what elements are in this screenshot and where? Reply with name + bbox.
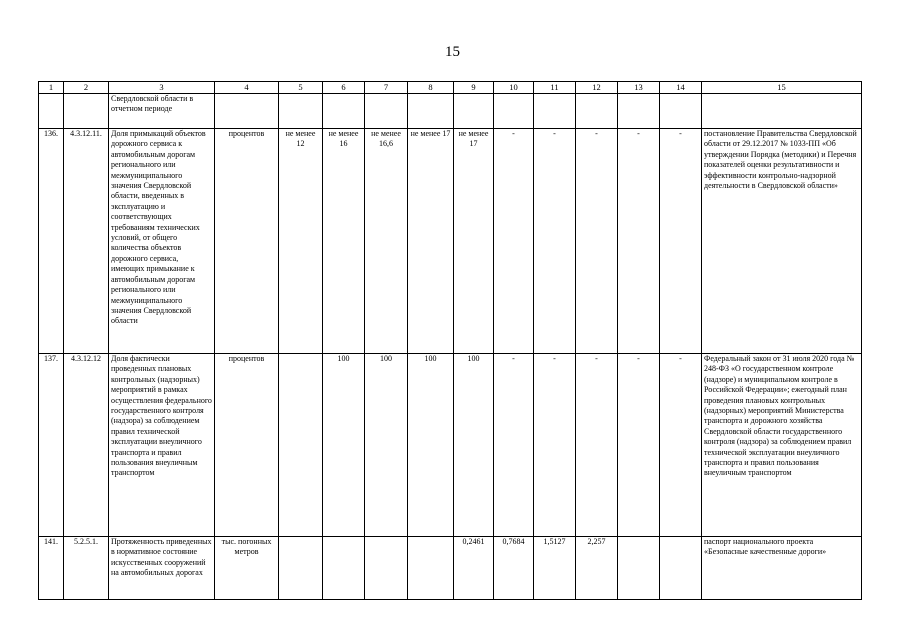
- value-cell: -: [618, 129, 660, 354]
- col-header: 8: [408, 82, 454, 94]
- value-cell: [408, 94, 454, 129]
- col-header: 10: [494, 82, 534, 94]
- legal-basis: постановление Правительства Свердловской области от 29.12.2017 № 1033-ПП «Об утверждении Порядка (методики) и Перечня показателей оценки результативности и эффективности контрольно-надзорной деятельности в Свердловской области»: [702, 129, 862, 354]
- value-cell: 100: [408, 354, 454, 537]
- column-number-row: [39, 82, 862, 94]
- value-cell: [618, 94, 660, 129]
- indicator-name: Доля фактически проведенных плановых контрольных (надзорных) мероприятий в рамках осуществления федерального государственного контроля (надзора) за соблюдением правил технической эксплуатации внеуличного транспорта и правил пользования внеуличным транспортом: [109, 354, 215, 537]
- value-cell: не менее 17: [454, 129, 494, 354]
- row-code: 4.3.12.11.: [64, 129, 109, 354]
- col-header: 4: [215, 82, 279, 94]
- row-number: 137.: [39, 354, 64, 537]
- table-row: [39, 354, 862, 537]
- value-cell: [279, 94, 323, 129]
- col-header: 14: [660, 82, 702, 94]
- col-header: 6: [323, 82, 365, 94]
- col-header: 3: [109, 82, 215, 94]
- value-cell: [618, 537, 660, 600]
- value-cell: [660, 537, 702, 600]
- value-cell: [279, 354, 323, 537]
- table-row: [39, 94, 862, 129]
- value-cell: 100: [454, 354, 494, 537]
- value-cell: [323, 94, 365, 129]
- col-header: 1: [39, 82, 64, 94]
- value-cell: -: [534, 129, 576, 354]
- value-cell: 1,5127: [534, 537, 576, 600]
- value-cell: [454, 94, 494, 129]
- col-header: 7: [365, 82, 408, 94]
- value-cell: не менее 16,6: [365, 129, 408, 354]
- col-header: 11: [534, 82, 576, 94]
- value-cell: -: [618, 354, 660, 537]
- value-cell: -: [494, 129, 534, 354]
- value-cell: [408, 537, 454, 600]
- value-cell: 0,2461: [454, 537, 494, 600]
- value-cell: -: [494, 354, 534, 537]
- value-cell: 0,7684: [494, 537, 534, 600]
- col-header: 5: [279, 82, 323, 94]
- indicator-name: Свердловской области в отчетном периоде: [109, 94, 215, 129]
- col-header: 9: [454, 82, 494, 94]
- col-header: 2: [64, 82, 109, 94]
- value-cell: -: [576, 354, 618, 537]
- table-row: [39, 537, 862, 600]
- row-number: [39, 94, 64, 129]
- value-cell: [365, 94, 408, 129]
- indicator-name: Доля примыкаций объектов дорожного сервиса к автомобильным дорогам регионального или межмуниципального значения Свердловской области, введенных в эксплуатацию и соответствующих требованиям технических условий, от общего количества объектов дорожного сервиса, имеющих примыкание к автомобильным дорогам регионального или межмуниципального значения Свердловской области: [109, 129, 215, 354]
- col-header: 12: [576, 82, 618, 94]
- value-cell: [576, 94, 618, 129]
- value-cell: [279, 537, 323, 600]
- value-cell: [323, 537, 365, 600]
- unit: процентов: [215, 129, 279, 354]
- row-code: 5.2.5.1.: [64, 537, 109, 600]
- unit: тыс. погонных метров: [215, 537, 279, 600]
- value-cell: [660, 94, 702, 129]
- value-cell: -: [576, 129, 618, 354]
- value-cell: не менее 16: [323, 129, 365, 354]
- col-header: 13: [618, 82, 660, 94]
- value-cell: -: [660, 354, 702, 537]
- legal-basis: Федеральный закон от 31 июля 2020 года № 248-ФЗ «О государственном контроле (надзоре) и муниципальном контроле в Российской Федерации»; ежегодный план проведения плановых контрольных (надзорных) мероприятий Министерства транспорта и дорожного хозяйства Свердловской области государственного контроля (надзора) за соблюдением правил технической эксплуатации внеуличного транспорта и правил пользования внеуличным транспортом: [702, 354, 862, 537]
- row-code: 4.3.12.12: [64, 354, 109, 537]
- legal-basis: [702, 94, 862, 129]
- row-number: 136.: [39, 129, 64, 354]
- value-cell: [534, 94, 576, 129]
- value-cell: -: [660, 129, 702, 354]
- table-row: [39, 129, 862, 354]
- value-cell: не менее 17: [408, 129, 454, 354]
- unit: [215, 94, 279, 129]
- value-cell: -: [534, 354, 576, 537]
- row-number: 141.: [39, 537, 64, 600]
- indicators-table: [38, 81, 862, 600]
- value-cell: [365, 537, 408, 600]
- value-cell: [494, 94, 534, 129]
- value-cell: 100: [323, 354, 365, 537]
- value-cell: 100: [365, 354, 408, 537]
- legal-basis: паспорт национального проекта «Безопасные качественные дороги»: [702, 537, 862, 600]
- row-code: [64, 94, 109, 129]
- value-cell: 2,257: [576, 537, 618, 600]
- col-header: 15: [702, 82, 862, 94]
- value-cell: не менее 12: [279, 129, 323, 354]
- page-number: 15: [445, 44, 460, 60]
- indicator-name: Протяженность приведенных в нормативное состояние искусственных сооружений на автомобильных дорогах: [109, 537, 215, 600]
- unit: процентов: [215, 354, 279, 537]
